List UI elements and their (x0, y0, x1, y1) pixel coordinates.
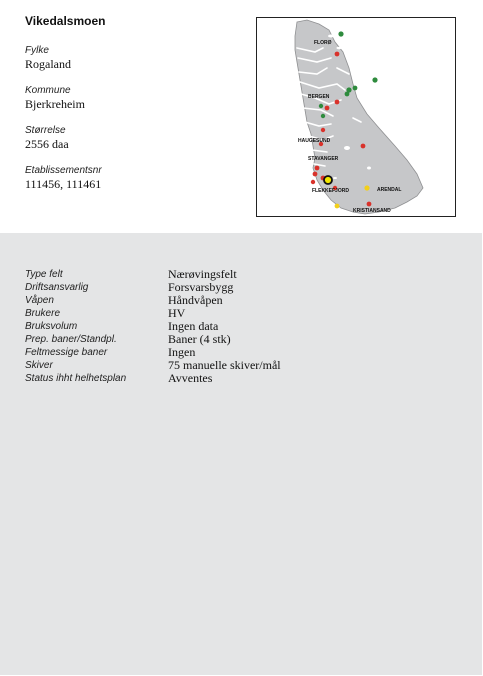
field-value: Bjerkreheim (25, 97, 85, 111)
details-panel (0, 233, 482, 675)
marker-green (345, 92, 350, 97)
field-value: 111456, 111461 (25, 177, 102, 191)
marker-red (367, 202, 372, 207)
city-label-bergen: BERGEN (308, 94, 330, 100)
field-size (25, 125, 69, 151)
marker-red (313, 172, 318, 177)
map-graphic (257, 18, 455, 216)
field-establishment-number (25, 165, 102, 191)
detail-key: Brukere (25, 308, 61, 319)
detail-value: 75 manuelle skiver/mål (168, 358, 281, 372)
city-label-flekkefjord: FLEKKEFJORD (312, 188, 349, 194)
detail-key: Bruksvolum (25, 321, 78, 332)
field-county (25, 45, 71, 71)
marker-red (325, 106, 330, 111)
detail-value: Ingen data (168, 319, 219, 333)
marker-green (319, 104, 323, 108)
detail-key: Skiver (25, 360, 53, 371)
map-land (295, 20, 423, 214)
detail-value: Baner (4 stk) (168, 332, 231, 346)
detail-key: Driftsansvarlig (25, 282, 89, 293)
field-municipality (25, 85, 85, 111)
field-label: Etablissementsnr (25, 165, 102, 176)
city-label-kristiansand: KRISTIANSAND (353, 208, 391, 214)
header-panel (0, 0, 482, 233)
field-label: Fylke (25, 45, 49, 56)
marker-red (361, 144, 366, 149)
city-label-arendal: ARENDAL (377, 187, 402, 193)
city-label-stavanger: STAVANGER (308, 156, 339, 162)
city-label-haugesund: HAUGESUND (298, 138, 331, 144)
marker-green (353, 86, 358, 91)
marker-green (321, 114, 325, 118)
detail-key: Prep. baner/Standpl. (25, 334, 117, 345)
marker-yellow (335, 204, 340, 209)
field-value: Rogaland (25, 57, 71, 71)
field-label: Kommune (25, 85, 71, 96)
detail-value: Håndvåpen (168, 293, 223, 307)
marker-red (335, 52, 340, 57)
marker-red (311, 180, 315, 184)
detail-value: Nærøvingsfelt (168, 267, 237, 281)
marker-selected (324, 176, 332, 184)
city-label-floro: FLORØ (314, 40, 332, 46)
marker-red (335, 100, 340, 105)
marker-green (372, 77, 377, 82)
marker-red (315, 166, 320, 171)
detail-value: Avventes (168, 371, 213, 385)
field-value: 2556 daa (25, 137, 69, 151)
marker-green (338, 31, 343, 36)
detail-key: Type felt (25, 269, 63, 280)
marker-red (321, 128, 325, 132)
detail-key: Våpen (25, 295, 54, 306)
detail-value: Forsvarsbygg (168, 280, 234, 294)
detail-key: Status ihht helhetsplan (25, 373, 127, 384)
detail-value: Ingen (168, 345, 196, 359)
field-label: Størrelse (25, 125, 66, 136)
location-map (256, 17, 456, 217)
page-title: Vikedalsmoen (25, 14, 106, 28)
marker-yellow (364, 185, 369, 190)
detail-value: HV (168, 306, 186, 320)
detail-key: Feltmessige baner (25, 347, 108, 358)
